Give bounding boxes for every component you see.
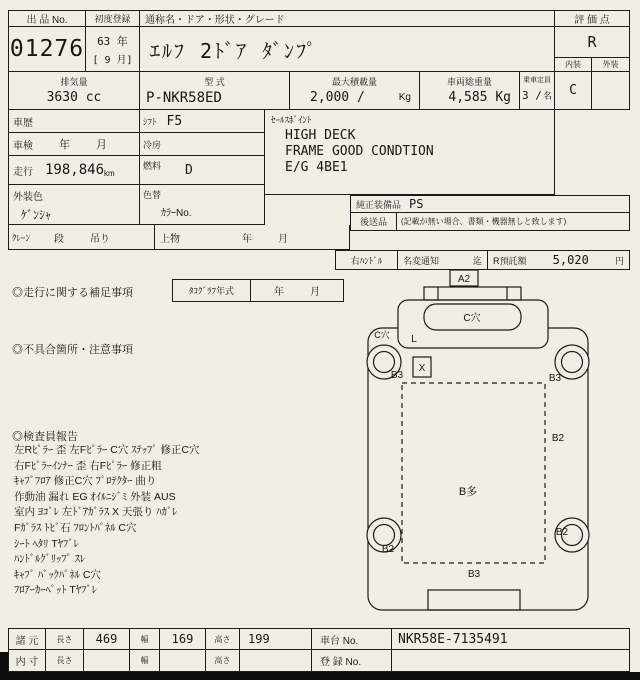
inspection-label: 車検: [13, 140, 33, 152]
chassis-no-value: NKR58E-7135491: [392, 628, 630, 650]
spec-length-label: 長さ: [46, 628, 84, 650]
displacement-value: 3630 cc: [46, 90, 102, 105]
truck-damage-diagram: [352, 266, 630, 626]
gross-weight-value: 4,585 Kg: [448, 90, 511, 105]
spec-width-label: 幅: [130, 628, 160, 650]
deposit-unit: 円: [614, 255, 624, 266]
exterior-color-cell: [8, 185, 140, 225]
report-line: ﾊﾝﾄﾞﾙｸﾞﾘｯﾌﾟ ｽﾚ: [14, 553, 86, 566]
capacity-unit: 名: [542, 91, 552, 101]
report-line: 右Fﾋﾟﾗｰｲﾝﾅｰ 歪 右Fﾋﾟﾗｰ 修正粗: [14, 459, 162, 472]
color-change-label: 色替: [143, 190, 162, 200]
inner-width-value: [160, 650, 206, 672]
history-cell: [8, 110, 140, 133]
max-load-unit: Kg: [398, 92, 411, 103]
exterior-color-value: ｹﾞﾝｼｬ: [21, 208, 52, 222]
inspection-cell: [8, 133, 140, 156]
first-registration-value: [86, 27, 140, 72]
shift-label: ｼﾌﾄ: [143, 116, 157, 127]
fuel-cell: [140, 156, 265, 185]
tachograph-value: [251, 283, 343, 298]
rear-panel: [428, 590, 520, 610]
upper-body-month-label: 月: [278, 233, 288, 245]
cab-outline: [398, 300, 548, 348]
sales-point-line: E/G 4BE1: [285, 160, 348, 175]
interior-grade-value: C: [555, 72, 592, 110]
mileage-note-heading: ◎走行に関する補足事項: [12, 287, 133, 299]
model-value: P-NKR58ED: [146, 90, 222, 106]
upper-body-label: 上物: [160, 233, 180, 245]
ac-label: 冷房: [143, 140, 162, 150]
inspection-year-label: 年: [59, 139, 70, 151]
inspection-month-label: 月: [96, 139, 107, 151]
diagram-label-cab-hole: C穴: [463, 313, 481, 324]
diagram-label-b-many: B多: [458, 486, 478, 498]
sales-point-line: HIGH DECK: [285, 128, 356, 143]
tachograph-year-label: 年: [274, 287, 284, 298]
spec-height-value: 199: [240, 628, 312, 650]
mileage-value: 198,846: [45, 162, 105, 178]
inner-length-label: 長さ: [46, 650, 84, 672]
crane-tsuri-label: 吊り: [90, 233, 111, 245]
inspector-report: [14, 443, 200, 599]
max-load-value: 2,000 /: [310, 90, 365, 105]
diagram-label-b3-front-right: B3: [548, 373, 562, 384]
fuel-label: 燃料: [143, 161, 162, 171]
grade-label: 評 価 点: [555, 10, 630, 27]
exhibit-no-label: 出 品 No.: [8, 10, 86, 27]
spec-length-value: 469: [84, 628, 130, 650]
gross-weight-label: 車両総重量: [446, 77, 492, 87]
cargo-bed-outline: [402, 383, 545, 563]
first-registration-label: 初度登録: [86, 10, 140, 27]
mileage-cell: [8, 156, 140, 185]
first-registration-year: 63 年: [97, 34, 128, 48]
report-line: ｼｰﾄ ﾍﾀﾘ Tﾔﾌﾞﾚ: [14, 537, 79, 550]
capacity-label: 乗車定員: [523, 77, 551, 84]
shift-value: F5: [166, 113, 183, 129]
mileage-label: 走行: [13, 166, 33, 178]
mileage-unit: km: [104, 168, 115, 178]
diagram-label-b2-right: B2: [551, 433, 565, 444]
diagram-label-left-hole: C穴: [374, 330, 390, 340]
later-items-cell: [350, 213, 630, 231]
fuel-value: D: [185, 162, 193, 178]
inspector-heading: ◎検査員報告: [12, 431, 78, 443]
inner-width-label: 幅: [130, 650, 160, 672]
capacity-cell: [520, 72, 555, 110]
model-label: 型 式: [204, 77, 225, 87]
equipment-value: PS: [409, 197, 424, 211]
color-no-label: ｶﾗｰNo.: [161, 208, 192, 219]
first-registration-month: [ 9 月]: [92, 54, 133, 66]
crane-label: ｸﾚｰﾝ: [12, 232, 31, 243]
later-items-label: 後送品: [351, 213, 397, 230]
vehicle-name-label: 通称名・ドア・形状・グレード: [140, 10, 555, 27]
exhibit-no-value: 01276: [8, 27, 86, 72]
inner-height-value: [240, 650, 312, 672]
ac-cell: [140, 133, 265, 156]
defects-heading: ◎不具合箇所・注意事項: [12, 344, 133, 356]
model-cell: [140, 72, 290, 110]
deposit-label: R預託額: [493, 255, 527, 266]
exterior-color-label: 外装色: [13, 192, 43, 203]
capacity-value: 3 /: [522, 89, 542, 102]
inner-length-value: [84, 650, 130, 672]
tachograph-cell: [172, 279, 344, 302]
report-line: ｷｬﾌﾞﾌﾛｱ 修正C穴 ﾌﾟﾛﾃｸﾀｰ 曲り: [14, 475, 157, 488]
report-line: Fｶﾞﾗｽ ﾄﾋﾞ石 ﾌﾛﾝﾄﾊﾟﾈﾙ C穴: [14, 521, 137, 534]
rhd-cell: 右ﾊﾝﾄﾞﾙ: [335, 250, 398, 270]
registration-no-value: [392, 650, 630, 672]
diagram-label-b2-rear-left: B2: [381, 544, 395, 555]
upper-body-cell: [155, 225, 350, 250]
equipment-cell: [350, 195, 630, 213]
tachograph-label: ﾀｺｸﾞﾗﾌ年式: [173, 280, 251, 301]
exterior-grade-value: [592, 72, 630, 110]
name-change-label: 名変通知: [403, 255, 440, 266]
upper-body-year-label: 年: [242, 233, 252, 245]
grade-value: R: [555, 27, 630, 58]
history-label: 車歴: [13, 117, 33, 129]
later-items-note: (記載が無い場合、書類・機器無しと致します): [401, 217, 567, 226]
diagram-label-b3-rear: B3: [467, 569, 481, 580]
inner-height-label: 高さ: [206, 650, 240, 672]
sales-point-cell: [265, 110, 555, 195]
spec-width-value: 169: [160, 628, 206, 650]
report-line: 作動油 漏れ EG ｵｲﾙﾆｼﾞﾐ 外装 AUS: [14, 490, 176, 503]
max-load-cell: [290, 72, 420, 110]
gross-weight-cell: [420, 72, 520, 110]
report-line: 室内 ﾖｺﾞﾚ 左ﾄﾞｱｶﾞﾗｽ X 天張り ﾊｶﾞﾚ: [14, 506, 178, 519]
deposit-value: 5,020: [552, 253, 589, 267]
capacity-value-row: [522, 89, 552, 102]
diagram-label-l: L: [411, 334, 417, 345]
equipment-label: 純正装備品: [356, 199, 402, 210]
diagram-label-a2: A2: [457, 274, 471, 285]
report-line: ｷｬﾌﾞ ﾊﾞｯｸﾊﾟﾈﾙ C穴: [14, 568, 101, 581]
diagram-label-b2-rear-right: B2: [555, 527, 569, 538]
diagram-label-x: X: [418, 363, 426, 374]
color-change-cell: [140, 185, 265, 225]
exterior-label: 外装: [592, 58, 630, 72]
registration-no-label: 登 録 No.: [312, 650, 392, 672]
shift-cell: [140, 110, 265, 133]
inner-dim-row-label: 内 寸: [8, 650, 46, 672]
sales-point-label: ｾｰﾙｽﾎﾟｲﾝﾄ: [271, 115, 312, 125]
spec-height-label: 高さ: [206, 628, 240, 650]
max-load-label: 最大積載量: [331, 77, 377, 87]
max-load-value-row: [290, 90, 419, 105]
chassis-no-label: 車台 No.: [312, 628, 392, 650]
vehicle-name-value: ｴﾙﾌ 2ﾄﾞｱ ﾀﾞﾝﾌﾟ: [140, 27, 555, 72]
made-label: 迄: [472, 255, 482, 266]
sales-point-line: FRAME GOOD CONDTION: [285, 144, 434, 159]
sales-point-list: [271, 128, 548, 176]
scan-artifact-bottom-edge: [0, 672, 640, 680]
interior-label: 内装: [555, 58, 592, 72]
crane-dan-label: 段: [54, 233, 65, 245]
scan-artifact-corner: [0, 652, 8, 672]
diagram-label-b3-front-left: B3: [390, 370, 404, 381]
displacement-label: 排気量: [60, 77, 88, 87]
spec-row-label: 諸 元: [8, 628, 46, 650]
report-line: ﾌﾛｱｰｶｰﾍﾟｯﾄ Tﾔﾌﾞﾚ: [14, 584, 97, 597]
displacement-cell: [8, 72, 140, 110]
crane-cell: [8, 225, 155, 250]
report-line: 左Rﾋﾟﾗｰ 歪 左Fﾋﾟﾗｰ C穴 ｽﾃｯﾌﾟ 修正C穴: [14, 444, 200, 456]
tachograph-month-label: 月: [310, 287, 320, 298]
